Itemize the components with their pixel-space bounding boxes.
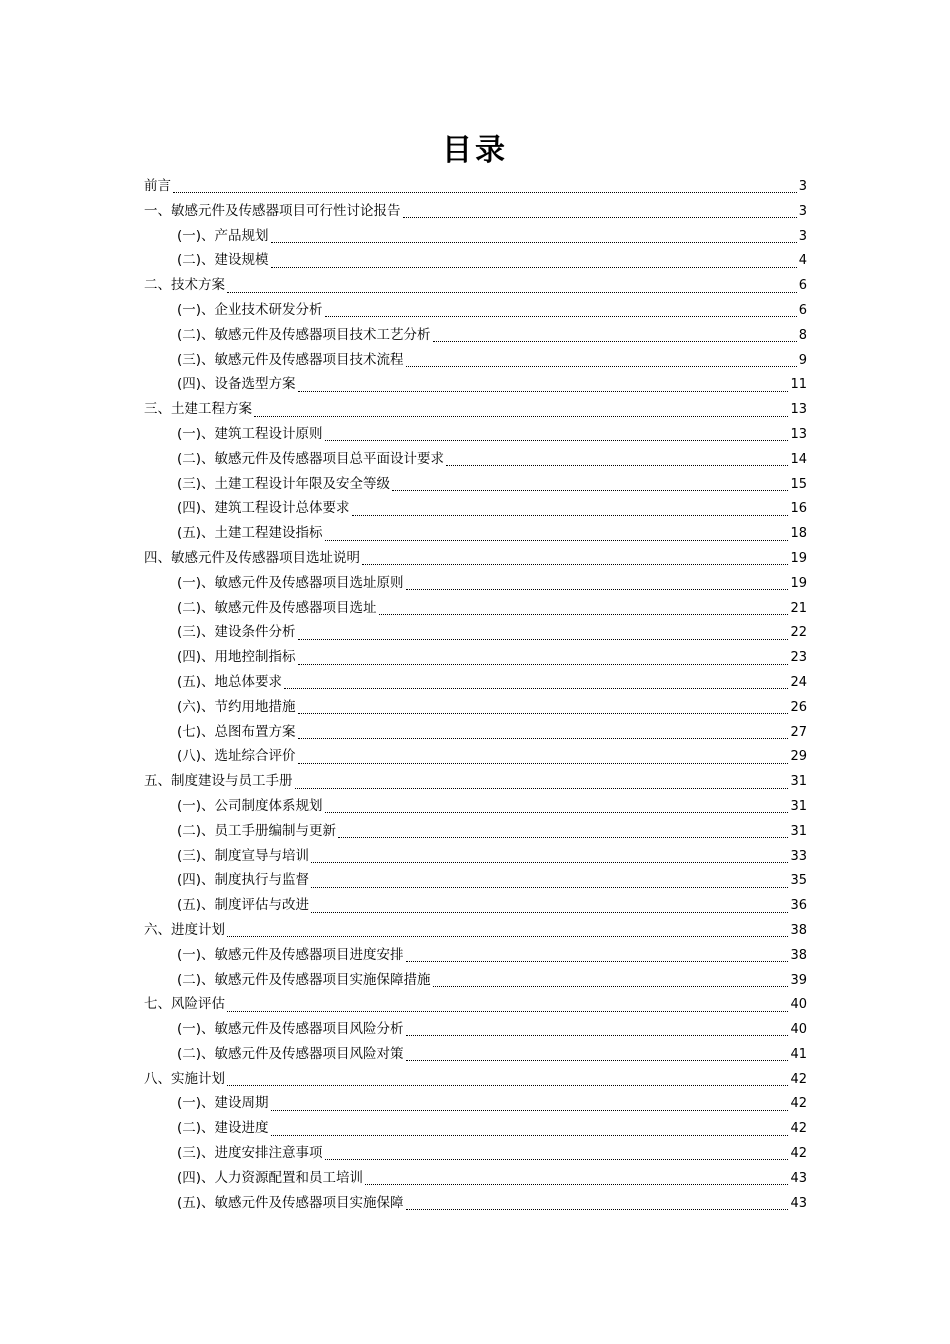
toc-entry[interactable] (144, 472, 807, 497)
toc-entry[interactable] (144, 720, 807, 745)
toc-leader-dots (446, 464, 788, 466)
toc-entry[interactable] (144, 819, 807, 844)
toc-entry-page: 41 (790, 1046, 807, 1062)
toc-leader-dots (271, 1109, 789, 1111)
toc-entry[interactable] (144, 397, 807, 422)
toc-leader-dots (271, 1134, 789, 1136)
toc-leader-dots (325, 811, 789, 813)
toc-entry-page: 42 (790, 1146, 807, 1162)
toc-entry[interactable] (144, 943, 807, 968)
toc-entry-label: (二)、敏感元件及传感器项目总平面设计要求 (177, 450, 445, 467)
toc-entry-page: 33 (790, 848, 807, 864)
toc-entry[interactable] (144, 298, 807, 323)
toc-leader-dots (406, 1034, 789, 1036)
table-of-contents (144, 174, 807, 1215)
toc-leader-dots (227, 291, 797, 293)
toc-leader-dots (406, 588, 789, 590)
toc-entry-page: 19 (790, 575, 807, 591)
toc-entry-label: (二)、敏感元件及传感器项目技术工艺分析 (177, 326, 431, 343)
toc-entry-label: 六、进度计划 (144, 921, 225, 938)
toc-leader-dots (433, 985, 789, 987)
toc-entry-label: (一)、建设周期 (177, 1095, 269, 1112)
toc-entry-label: 四、敏感元件及传感器项目选址说明 (144, 549, 360, 566)
toc-entry[interactable] (144, 323, 807, 348)
toc-entry-label: (二)、敏感元件及传感器项目选址 (177, 599, 377, 616)
toc-leader-dots (298, 638, 789, 640)
toc-entry-label: 七、风险评估 (144, 996, 225, 1013)
toc-entry-page: 38 (790, 947, 807, 963)
toc-entry-label: (一)、公司制度体系规划 (177, 797, 323, 814)
toc-entry-label: (一)、敏感元件及传感器项目选址原则 (177, 574, 404, 591)
toc-entry-page: 3 (798, 228, 807, 244)
toc-entry-label: (五)、制度评估与改进 (177, 897, 310, 914)
toc-entry-label: (六)、节约用地措施 (177, 698, 296, 715)
toc-leader-dots (325, 539, 789, 541)
toc-leader-dots (311, 911, 788, 913)
toc-entry[interactable] (144, 273, 807, 298)
toc-entry[interactable] (144, 1067, 807, 1092)
toc-leader-dots (406, 365, 797, 367)
toc-entry-label: 二、技术方案 (144, 277, 225, 294)
toc-entry[interactable] (144, 794, 807, 819)
toc-entry-page: 9 (798, 352, 807, 368)
toc-leader-dots (403, 216, 797, 218)
toc-entry-page: 42 (790, 1071, 807, 1087)
toc-entry-page: 40 (790, 1022, 807, 1038)
toc-entry[interactable] (144, 199, 807, 224)
toc-entry[interactable] (144, 968, 807, 993)
toc-entry-page: 31 (790, 798, 807, 814)
toc-leader-dots (298, 390, 789, 392)
toc-leader-dots (227, 935, 788, 937)
toc-entry[interactable] (144, 422, 807, 447)
toc-entry-label: (一)、敏感元件及传感器项目进度安排 (177, 946, 404, 963)
toc-leader-dots (325, 439, 789, 441)
toc-leader-dots (352, 514, 789, 516)
toc-entry-page: 22 (790, 625, 807, 641)
toc-entry[interactable] (144, 893, 807, 918)
toc-entry-label: (三)、建设条件分析 (177, 624, 296, 641)
toc-entry-page: 39 (790, 972, 807, 988)
toc-entry[interactable] (144, 224, 807, 249)
toc-entry-page: 11 (790, 377, 807, 393)
toc-entry[interactable] (144, 918, 807, 943)
toc-entry-label: (四)、人力资源配置和员工培训 (177, 1169, 364, 1186)
toc-entry-page: 36 (790, 898, 807, 914)
toc-entry-page: 42 (790, 1121, 807, 1137)
toc-entry[interactable] (144, 174, 807, 199)
toc-entry-label: 一、敏感元件及传感器项目可行性讨论报告 (144, 202, 401, 219)
toc-entry-page: 14 (790, 451, 807, 467)
toc-entry-label: 前言 (144, 178, 171, 194)
toc-leader-dots (254, 415, 788, 417)
toc-entry-label: (七)、总图布置方案 (177, 723, 296, 740)
toc-entry-page: 6 (798, 302, 807, 318)
toc-leader-dots (338, 836, 788, 838)
toc-entry-label: (三)、敏感元件及传感器项目技术流程 (177, 351, 404, 368)
page-title: 目录 (442, 133, 508, 168)
toc-entry[interactable] (144, 744, 807, 769)
toc-leader-dots (362, 563, 788, 565)
toc-entry-page: 43 (790, 1170, 807, 1186)
toc-leader-dots (365, 1183, 788, 1185)
toc-entry-page: 43 (790, 1195, 807, 1211)
toc-entry[interactable] (144, 1166, 807, 1191)
toc-entry[interactable] (144, 1116, 807, 1141)
toc-entry-label: (二)、建设规模 (177, 252, 269, 269)
toc-leader-dots (227, 1010, 788, 1012)
toc-leader-dots (298, 762, 789, 764)
toc-entry-page: 15 (790, 476, 807, 492)
toc-entry-label: 三、土建工程方案 (144, 401, 252, 418)
toc-leader-dots (298, 737, 789, 739)
toc-leader-dots (379, 613, 789, 615)
toc-entry[interactable] (144, 248, 807, 273)
toc-entry[interactable] (144, 596, 807, 621)
toc-entry[interactable] (144, 992, 807, 1017)
toc-entry[interactable] (144, 348, 807, 373)
toc-entry-page: 19 (790, 550, 807, 566)
toc-entry-label: (二)、敏感元件及传感器项目风险对策 (177, 1045, 404, 1062)
toc-entry-label: (五)、土建工程建设指标 (177, 525, 323, 542)
toc-leader-dots (311, 861, 788, 863)
toc-entry-page: 13 (790, 402, 807, 418)
toc-entry[interactable] (144, 571, 807, 596)
toc-entry-page: 8 (798, 327, 807, 343)
toc-leader-dots (298, 712, 789, 714)
toc-leader-dots (298, 663, 789, 665)
toc-entry-page: 31 (790, 774, 807, 790)
toc-entry-label: 八、实施计划 (144, 1070, 225, 1087)
toc-entry-label: (四)、用地控制指标 (177, 649, 296, 666)
toc-leader-dots (406, 960, 789, 962)
toc-entry-label: (四)、制度执行与监督 (177, 872, 310, 889)
toc-entry-page: 21 (790, 600, 807, 616)
toc-leader-dots (325, 315, 797, 317)
toc-entry-page: 23 (790, 650, 807, 666)
toc-entry-label: (一)、产品规划 (177, 227, 269, 244)
toc-entry-label: (二)、敏感元件及传感器项目实施保障措施 (177, 971, 431, 988)
toc-entry[interactable] (144, 1042, 807, 1067)
toc-leader-dots (173, 191, 797, 193)
toc-leader-dots (311, 886, 788, 888)
toc-entry[interactable] (144, 868, 807, 893)
toc-entry[interactable] (144, 1191, 807, 1216)
toc-entry-page: 26 (790, 699, 807, 715)
toc-entry-page: 38 (790, 922, 807, 938)
toc-entry[interactable] (144, 1017, 807, 1042)
toc-entry-label: (四)、设备选型方案 (177, 376, 296, 393)
toc-entry-page: 16 (790, 501, 807, 517)
toc-entry[interactable] (144, 546, 807, 571)
toc-entry-page: 6 (798, 278, 807, 294)
toc-entry[interactable] (144, 521, 807, 546)
toc-entry-page: 18 (790, 526, 807, 542)
toc-entry-label: (四)、建筑工程设计总体要求 (177, 500, 350, 517)
toc-entry-label: (一)、建筑工程设计原则 (177, 425, 323, 442)
toc-entry-label: (三)、土建工程设计年限及安全等级 (177, 475, 391, 492)
toc-entry-page: 3 (798, 203, 807, 219)
toc-entry-page: 29 (790, 749, 807, 765)
toc-leader-dots (284, 687, 788, 689)
toc-entry-label: (八)、选址综合评价 (177, 748, 296, 765)
toc-leader-dots (227, 1084, 788, 1086)
toc-entry-label: 五、制度建设与员工手册 (144, 773, 293, 790)
toc-entry-label: (五)、敏感元件及传感器项目实施保障 (177, 1194, 404, 1211)
toc-entry[interactable] (144, 496, 807, 521)
toc-entry[interactable] (144, 372, 807, 397)
toc-leader-dots (271, 241, 797, 243)
toc-leader-dots (406, 1059, 789, 1061)
toc-entry[interactable] (144, 670, 807, 695)
toc-entry-page: 42 (790, 1096, 807, 1112)
toc-entry-label: (一)、敏感元件及传感器项目风险分析 (177, 1021, 404, 1038)
toc-entry-label: (二)、建设进度 (177, 1120, 269, 1137)
toc-entry-page: 40 (790, 997, 807, 1013)
toc-entry[interactable] (144, 769, 807, 794)
toc-entry-page: 31 (790, 823, 807, 839)
toc-entry-label: (三)、进度安排注意事项 (177, 1145, 323, 1162)
toc-entry-page: 4 (798, 253, 807, 269)
toc-leader-dots (433, 340, 797, 342)
toc-entry[interactable] (144, 620, 807, 645)
toc-entry-page: 24 (790, 674, 807, 690)
toc-entry[interactable] (144, 1141, 807, 1166)
toc-entry[interactable] (144, 1091, 807, 1116)
toc-entry-label: (一)、企业技术研发分析 (177, 301, 323, 318)
toc-entry-page: 27 (790, 724, 807, 740)
toc-leader-dots (271, 266, 797, 268)
toc-leader-dots (295, 787, 789, 789)
toc-leader-dots (325, 1158, 789, 1160)
toc-entry-label: (三)、制度宣导与培训 (177, 847, 310, 864)
toc-entry-label: (五)、地总体要求 (177, 673, 283, 690)
toc-entry-page: 35 (790, 873, 807, 889)
toc-entry[interactable] (144, 447, 807, 472)
toc-entry[interactable] (144, 695, 807, 720)
toc-leader-dots (406, 1208, 789, 1210)
toc-entry[interactable] (144, 844, 807, 869)
toc-entry-page: 3 (798, 179, 807, 194)
toc-entry-label: (二)、员工手册编制与更新 (177, 822, 337, 839)
toc-leader-dots (392, 489, 788, 491)
toc-entry[interactable] (144, 645, 807, 670)
toc-entry-page: 13 (790, 426, 807, 442)
